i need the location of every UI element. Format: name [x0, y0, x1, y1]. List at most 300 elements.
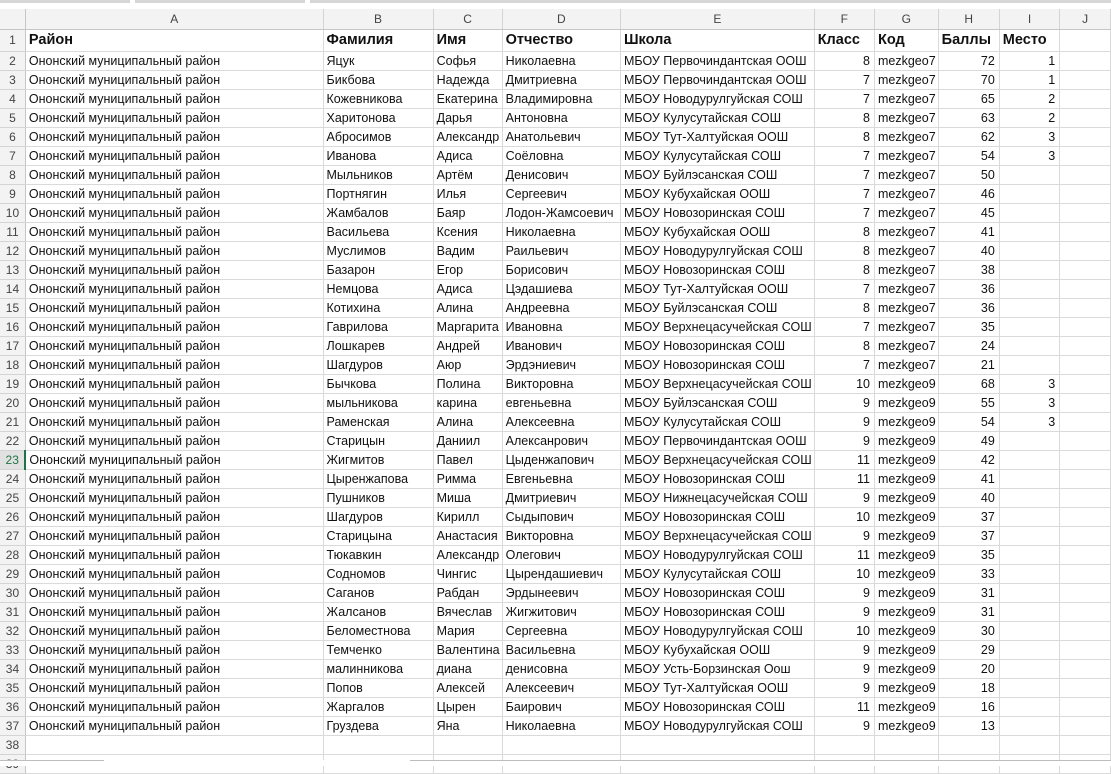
- empty-cell[interactable]: [874, 735, 938, 754]
- cell-score[interactable]: 38: [938, 260, 999, 279]
- cell-place[interactable]: [999, 203, 1059, 222]
- cell-district[interactable]: Ононский муниципальный район: [25, 108, 323, 127]
- row-header[interactable]: 34: [0, 659, 25, 678]
- cell-patronymic[interactable]: Алексеевна: [502, 412, 620, 431]
- cell-patronymic[interactable]: Дмитриевна: [502, 70, 620, 89]
- cell-patronymic[interactable]: Алексеевич: [502, 678, 620, 697]
- cell-patronymic[interactable]: Лодон-Жамсоевич: [502, 203, 620, 222]
- cell-name[interactable]: Миша: [433, 488, 502, 507]
- cell-school[interactable]: МБОУ Верхнецасучейская СОШ: [620, 374, 814, 393]
- cell-district[interactable]: Ононский муниципальный район: [25, 488, 323, 507]
- cell-code[interactable]: mezkgeo9: [874, 545, 938, 564]
- cell-place[interactable]: [999, 260, 1059, 279]
- cell-place[interactable]: [999, 545, 1059, 564]
- empty-cell[interactable]: [1060, 716, 1111, 735]
- cell-school[interactable]: МБОУ Первочиндантская ООШ: [620, 51, 814, 70]
- cell-grade[interactable]: 9: [814, 640, 874, 659]
- cell-district[interactable]: Ононский муниципальный район: [25, 393, 323, 412]
- cell-score[interactable]: 62: [938, 127, 999, 146]
- cell-grade[interactable]: 9: [814, 431, 874, 450]
- cell-score[interactable]: 21: [938, 355, 999, 374]
- cell-code[interactable]: mezkgeo9: [874, 393, 938, 412]
- empty-cell[interactable]: [1060, 564, 1111, 583]
- empty-cell[interactable]: [1060, 374, 1111, 393]
- cell-grade[interactable]: 7: [814, 317, 874, 336]
- cell-score[interactable]: 36: [938, 298, 999, 317]
- cell-grade[interactable]: 8: [814, 127, 874, 146]
- cell-patronymic[interactable]: евгеньевна: [502, 393, 620, 412]
- cell-school[interactable]: МБОУ Первочиндантская ООШ: [620, 431, 814, 450]
- cell-score[interactable]: 37: [938, 526, 999, 545]
- row-header[interactable]: 3: [0, 70, 25, 89]
- row-header[interactable]: 33: [0, 640, 25, 659]
- empty-cell[interactable]: [1060, 697, 1111, 716]
- cell-school[interactable]: МБОУ Новозоринская СОШ: [620, 260, 814, 279]
- cell-surname[interactable]: Старицына: [323, 526, 433, 545]
- cell-place[interactable]: [999, 488, 1059, 507]
- cell-district[interactable]: Ононский муниципальный район: [25, 640, 323, 659]
- cell-school[interactable]: МБОУ Тут-Халтуйская ООШ: [620, 127, 814, 146]
- empty-cell[interactable]: [1060, 431, 1111, 450]
- cell-name[interactable]: карина: [433, 393, 502, 412]
- cell-code[interactable]: mezkgeo9: [874, 507, 938, 526]
- cell-place[interactable]: [999, 564, 1059, 583]
- cell-place[interactable]: 2: [999, 89, 1059, 108]
- cell-surname[interactable]: Цыренжапова: [323, 469, 433, 488]
- empty-cell[interactable]: [1060, 393, 1111, 412]
- cell-grade[interactable]: 7: [814, 89, 874, 108]
- cell-code[interactable]: mezkgeo9: [874, 564, 938, 583]
- cell-grade[interactable]: 9: [814, 716, 874, 735]
- cell-code[interactable]: mezkgeo7: [874, 336, 938, 355]
- cell-place[interactable]: 1: [999, 51, 1059, 70]
- cell-place[interactable]: [999, 716, 1059, 735]
- cell-grade[interactable]: 9: [814, 678, 874, 697]
- cell-score[interactable]: 35: [938, 545, 999, 564]
- cell-score[interactable]: 41: [938, 222, 999, 241]
- cell-score[interactable]: 46: [938, 184, 999, 203]
- cell-school[interactable]: МБОУ Нижнецасучейская СОШ: [620, 488, 814, 507]
- column-header[interactable]: J: [1060, 9, 1111, 29]
- cell-school[interactable]: МБОУ Кулусутайская СОШ: [620, 146, 814, 165]
- cell-patronymic[interactable]: Николаевна: [502, 716, 620, 735]
- cell-code[interactable]: mezkgeo7: [874, 70, 938, 89]
- header-cell-surname[interactable]: Фамилия: [323, 29, 433, 51]
- empty-cell[interactable]: [1060, 241, 1111, 260]
- empty-cell[interactable]: [1060, 260, 1111, 279]
- cell-surname[interactable]: Васильева: [323, 222, 433, 241]
- cell-patronymic[interactable]: Викторовна: [502, 374, 620, 393]
- cell-patronymic[interactable]: Раильевич: [502, 241, 620, 260]
- cell-name[interactable]: Екатерина: [433, 89, 502, 108]
- cell-district[interactable]: Ононский муниципальный район: [25, 412, 323, 431]
- cell-surname[interactable]: Гаврилова: [323, 317, 433, 336]
- cell-patronymic[interactable]: Дмитриевич: [502, 488, 620, 507]
- empty-cell[interactable]: [1060, 507, 1111, 526]
- cell-code[interactable]: mezkgeo7: [874, 317, 938, 336]
- cell-name[interactable]: Вячеслав: [433, 602, 502, 621]
- cell-school[interactable]: МБОУ Новозоринская СОШ: [620, 602, 814, 621]
- row-header[interactable]: 14: [0, 279, 25, 298]
- cell-patronymic[interactable]: Ивановна: [502, 317, 620, 336]
- cell-patronymic[interactable]: Андреевна: [502, 298, 620, 317]
- cell-district[interactable]: Ононский муниципальный район: [25, 697, 323, 716]
- cell-name[interactable]: Римма: [433, 469, 502, 488]
- cell-surname[interactable]: Мыльников: [323, 165, 433, 184]
- cell-grade[interactable]: 7: [814, 70, 874, 89]
- row-header[interactable]: 22: [0, 431, 25, 450]
- cell-surname[interactable]: Груздева: [323, 716, 433, 735]
- cell-place[interactable]: [999, 184, 1059, 203]
- empty-cell[interactable]: [1060, 165, 1111, 184]
- cell-name[interactable]: Адиса: [433, 279, 502, 298]
- cell-district[interactable]: Ононский муниципальный район: [25, 450, 323, 469]
- cell-place[interactable]: 2: [999, 108, 1059, 127]
- cell-grade[interactable]: 10: [814, 564, 874, 583]
- cell-grade[interactable]: 10: [814, 507, 874, 526]
- empty-cell[interactable]: [502, 735, 620, 754]
- cell-name[interactable]: Чингис: [433, 564, 502, 583]
- cell-grade[interactable]: 10: [814, 374, 874, 393]
- cell-patronymic[interactable]: Олегович: [502, 545, 620, 564]
- cell-surname[interactable]: Жалсанов: [323, 602, 433, 621]
- cell-score[interactable]: 18: [938, 678, 999, 697]
- cell-district[interactable]: Ононский муниципальный район: [25, 184, 323, 203]
- empty-cell[interactable]: [1060, 469, 1111, 488]
- cell-place[interactable]: [999, 621, 1059, 640]
- cell-grade[interactable]: 7: [814, 184, 874, 203]
- cell-school[interactable]: МБОУ Буйлэсанская СОШ: [620, 393, 814, 412]
- cell-code[interactable]: mezkgeo9: [874, 469, 938, 488]
- row-header[interactable]: 7: [0, 146, 25, 165]
- empty-cell[interactable]: [1060, 602, 1111, 621]
- cell-surname[interactable]: Бикбова: [323, 70, 433, 89]
- cell-name[interactable]: Валентина: [433, 640, 502, 659]
- cell-grade[interactable]: 11: [814, 450, 874, 469]
- cell-code[interactable]: mezkgeo9: [874, 412, 938, 431]
- cell-school[interactable]: МБОУ Кулусутайская СОШ: [620, 412, 814, 431]
- column-header[interactable]: C: [433, 9, 502, 29]
- spreadsheet-grid[interactable]: [0, 9, 1111, 774]
- cell-surname[interactable]: Темченко: [323, 640, 433, 659]
- empty-cell[interactable]: [1060, 545, 1111, 564]
- cell-code[interactable]: mezkgeo9: [874, 678, 938, 697]
- cell-district[interactable]: Ононский муниципальный район: [25, 545, 323, 564]
- cell-code[interactable]: mezkgeo7: [874, 127, 938, 146]
- row-header[interactable]: 25: [0, 488, 25, 507]
- cell-name[interactable]: Маргарита: [433, 317, 502, 336]
- row-header[interactable]: 15: [0, 298, 25, 317]
- empty-cell[interactable]: [1060, 735, 1111, 754]
- cell-grade[interactable]: 9: [814, 488, 874, 507]
- cell-grade[interactable]: 8: [814, 260, 874, 279]
- empty-cell[interactable]: [1060, 298, 1111, 317]
- cell-district[interactable]: Ононский муниципальный район: [25, 260, 323, 279]
- cell-surname[interactable]: Старицын: [323, 431, 433, 450]
- empty-cell[interactable]: [25, 735, 323, 754]
- cell-name[interactable]: Аюр: [433, 355, 502, 374]
- cell-name[interactable]: Вадим: [433, 241, 502, 260]
- cell-score[interactable]: 54: [938, 412, 999, 431]
- cell-code[interactable]: mezkgeo7: [874, 298, 938, 317]
- row-header[interactable]: 18: [0, 355, 25, 374]
- row-header[interactable]: 11: [0, 222, 25, 241]
- cell-code[interactable]: mezkgeo7: [874, 108, 938, 127]
- cell-patronymic[interactable]: Цырендашиевич: [502, 564, 620, 583]
- empty-cell[interactable]: [1060, 89, 1111, 108]
- cell-school[interactable]: МБОУ Новозоринская СОШ: [620, 336, 814, 355]
- empty-cell[interactable]: [620, 735, 814, 754]
- cell-code[interactable]: mezkgeo9: [874, 640, 938, 659]
- row-header[interactable]: 19: [0, 374, 25, 393]
- cell-code[interactable]: mezkgeo9: [874, 450, 938, 469]
- cell-score[interactable]: 37: [938, 507, 999, 526]
- cell-patronymic[interactable]: Цэдашиева: [502, 279, 620, 298]
- cell-place[interactable]: 1: [999, 70, 1059, 89]
- cell-surname[interactable]: Пушников: [323, 488, 433, 507]
- cell-grade[interactable]: 9: [814, 602, 874, 621]
- empty-cell[interactable]: [814, 735, 874, 754]
- empty-cell[interactable]: [1060, 108, 1111, 127]
- cell-district[interactable]: Ононский муниципальный район: [25, 127, 323, 146]
- cell-name[interactable]: Софья: [433, 51, 502, 70]
- cell-place[interactable]: [999, 241, 1059, 260]
- cell-score[interactable]: 65: [938, 89, 999, 108]
- empty-cell[interactable]: [1060, 450, 1111, 469]
- cell-surname[interactable]: Беломестнова: [323, 621, 433, 640]
- cell-place[interactable]: 3: [999, 412, 1059, 431]
- cell-place[interactable]: [999, 640, 1059, 659]
- cell-school[interactable]: МБОУ Новодурулгуйская СОШ: [620, 89, 814, 108]
- cell-patronymic[interactable]: Жигжитович: [502, 602, 620, 621]
- row-header[interactable]: 13: [0, 260, 25, 279]
- header-cell-place[interactable]: Место: [999, 29, 1059, 51]
- cell-code[interactable]: mezkgeo9: [874, 659, 938, 678]
- row-header[interactable]: 24: [0, 469, 25, 488]
- cell-surname[interactable]: Раменская: [323, 412, 433, 431]
- cell-patronymic[interactable]: Анатольевич: [502, 127, 620, 146]
- cell-district[interactable]: Ононский муниципальный район: [25, 507, 323, 526]
- cell-score[interactable]: 40: [938, 241, 999, 260]
- cell-patronymic[interactable]: денисовна: [502, 659, 620, 678]
- cell-score[interactable]: 50: [938, 165, 999, 184]
- cell-place[interactable]: [999, 279, 1059, 298]
- cell-place[interactable]: [999, 526, 1059, 545]
- empty-cell[interactable]: [1060, 583, 1111, 602]
- cell-score[interactable]: 24: [938, 336, 999, 355]
- row-header[interactable]: 29: [0, 564, 25, 583]
- cell-score[interactable]: 13: [938, 716, 999, 735]
- cell-place[interactable]: [999, 659, 1059, 678]
- cell-grade[interactable]: 7: [814, 165, 874, 184]
- cell-patronymic[interactable]: Эрдэниевич: [502, 355, 620, 374]
- row-header[interactable]: 26: [0, 507, 25, 526]
- empty-cell[interactable]: [1060, 659, 1111, 678]
- column-header[interactable]: F: [814, 9, 874, 29]
- empty-cell[interactable]: [1060, 279, 1111, 298]
- cell-grade[interactable]: 11: [814, 697, 874, 716]
- cell-school[interactable]: МБОУ Новозоринская СОШ: [620, 355, 814, 374]
- cell-name[interactable]: Артём: [433, 165, 502, 184]
- cell-grade[interactable]: 9: [814, 659, 874, 678]
- cell-school[interactable]: МБОУ Верхнецасучейская СОШ: [620, 526, 814, 545]
- cell-grade[interactable]: 7: [814, 203, 874, 222]
- cell-school[interactable]: МБОУ Верхнецасучейская СОШ: [620, 450, 814, 469]
- cell-place[interactable]: [999, 336, 1059, 355]
- row-header[interactable]: 5: [0, 108, 25, 127]
- empty-cell[interactable]: [1060, 621, 1111, 640]
- cell-name[interactable]: Ксения: [433, 222, 502, 241]
- cell-patronymic[interactable]: Денисович: [502, 165, 620, 184]
- cell-name[interactable]: Александр: [433, 127, 502, 146]
- cell-score[interactable]: 29: [938, 640, 999, 659]
- cell-district[interactable]: Ононский муниципальный район: [25, 431, 323, 450]
- cell-grade[interactable]: 8: [814, 222, 874, 241]
- cell-code[interactable]: mezkgeo7: [874, 241, 938, 260]
- cell-score[interactable]: 33: [938, 564, 999, 583]
- cell-school[interactable]: МБОУ Новозоринская СОШ: [620, 697, 814, 716]
- cell-school[interactable]: МБОУ Тут-Халтуйская ООШ: [620, 279, 814, 298]
- cell-patronymic[interactable]: Сыдыпович: [502, 507, 620, 526]
- cell-surname[interactable]: Содномов: [323, 564, 433, 583]
- cell-surname[interactable]: Абросимов: [323, 127, 433, 146]
- cell-name[interactable]: Алина: [433, 298, 502, 317]
- cell-code[interactable]: mezkgeo9: [874, 488, 938, 507]
- cell-surname[interactable]: Яцук: [323, 51, 433, 70]
- cell-surname[interactable]: Портнягин: [323, 184, 433, 203]
- cell-patronymic[interactable]: Иванович: [502, 336, 620, 355]
- cell-code[interactable]: mezkgeo7: [874, 146, 938, 165]
- column-header[interactable]: E: [620, 9, 814, 29]
- cell-name[interactable]: Алина: [433, 412, 502, 431]
- cell-surname[interactable]: Попов: [323, 678, 433, 697]
- row-header[interactable]: 37: [0, 716, 25, 735]
- cell-surname[interactable]: Харитонова: [323, 108, 433, 127]
- cell-patronymic[interactable]: Цыденжапович: [502, 450, 620, 469]
- row-header[interactable]: 8: [0, 165, 25, 184]
- cell-district[interactable]: Ононский муниципальный район: [25, 678, 323, 697]
- header-cell-school[interactable]: Школа: [620, 29, 814, 51]
- cell-district[interactable]: Ононский муниципальный район: [25, 602, 323, 621]
- cell-name[interactable]: Егор: [433, 260, 502, 279]
- row-header[interactable]: 1: [0, 29, 25, 51]
- select-all-corner[interactable]: [0, 9, 25, 29]
- cell-score[interactable]: 72: [938, 51, 999, 70]
- cell-score[interactable]: 20: [938, 659, 999, 678]
- cell-grade[interactable]: 9: [814, 526, 874, 545]
- empty-cell[interactable]: [938, 735, 999, 754]
- cell-code[interactable]: mezkgeo9: [874, 374, 938, 393]
- cell-district[interactable]: Ононский муниципальный район: [25, 716, 323, 735]
- cell-surname[interactable]: Жамбалов: [323, 203, 433, 222]
- row-header[interactable]: 16: [0, 317, 25, 336]
- cell-place[interactable]: [999, 583, 1059, 602]
- cell-place[interactable]: 3: [999, 393, 1059, 412]
- empty-cell[interactable]: [1060, 70, 1111, 89]
- empty-cell[interactable]: [1060, 184, 1111, 203]
- cell-district[interactable]: Ононский муниципальный район: [25, 222, 323, 241]
- cell-name[interactable]: Баяр: [433, 203, 502, 222]
- cell-school[interactable]: МБОУ Новодурулгуйская СОШ: [620, 716, 814, 735]
- row-header[interactable]: 10: [0, 203, 25, 222]
- header-cell-code[interactable]: Код: [874, 29, 938, 51]
- row-header[interactable]: 23: [0, 450, 25, 469]
- cell-place[interactable]: [999, 678, 1059, 697]
- empty-cell[interactable]: [323, 735, 433, 754]
- cell-district[interactable]: Ононский муниципальный район: [25, 355, 323, 374]
- cell-surname[interactable]: Шагдуров: [323, 355, 433, 374]
- cell-name[interactable]: Надежда: [433, 70, 502, 89]
- row-header[interactable]: 20: [0, 393, 25, 412]
- cell-name[interactable]: Павел: [433, 450, 502, 469]
- cell-patronymic[interactable]: Антоновна: [502, 108, 620, 127]
- cell-patronymic[interactable]: Сергеевна: [502, 621, 620, 640]
- empty-cell[interactable]: [1060, 678, 1111, 697]
- cell-code[interactable]: mezkgeo7: [874, 184, 938, 203]
- cell-patronymic[interactable]: Эрдынеевич: [502, 583, 620, 602]
- cell-district[interactable]: Ононский муниципальный район: [25, 583, 323, 602]
- cell-name[interactable]: Кирилл: [433, 507, 502, 526]
- cell-school[interactable]: МБОУ Новозоринская СОШ: [620, 203, 814, 222]
- cell-name[interactable]: Алексей: [433, 678, 502, 697]
- cell-district[interactable]: Ононский муниципальный район: [25, 469, 323, 488]
- cell-place[interactable]: [999, 450, 1059, 469]
- cell-district[interactable]: Ононский муниципальный район: [25, 241, 323, 260]
- empty-cell[interactable]: [1060, 412, 1111, 431]
- row-header[interactable]: 4: [0, 89, 25, 108]
- cell-grade[interactable]: 9: [814, 583, 874, 602]
- cell-school[interactable]: МБОУ Усть-Борзинская Оош: [620, 659, 814, 678]
- cell-school[interactable]: МБОУ Кулусутайская СОШ: [620, 108, 814, 127]
- cell-surname[interactable]: Жаргалов: [323, 697, 433, 716]
- cell-district[interactable]: Ононский муниципальный район: [25, 659, 323, 678]
- cell-school[interactable]: МБОУ Новодурулгуйская СОШ: [620, 545, 814, 564]
- empty-cell[interactable]: [1060, 222, 1111, 241]
- cell-patronymic[interactable]: Николаевна: [502, 222, 620, 241]
- cell-grade[interactable]: 7: [814, 146, 874, 165]
- cell-name[interactable]: Дарья: [433, 108, 502, 127]
- cell-grade[interactable]: 9: [814, 412, 874, 431]
- empty-cell[interactable]: [1060, 146, 1111, 165]
- header-cell-district[interactable]: Район: [25, 29, 323, 51]
- column-header[interactable]: D: [502, 9, 620, 29]
- row-header[interactable]: 36: [0, 697, 25, 716]
- cell-code[interactable]: mezkgeo9: [874, 526, 938, 545]
- cell-district[interactable]: Ононский муниципальный район: [25, 336, 323, 355]
- cell-name[interactable]: Александр: [433, 545, 502, 564]
- cell-score[interactable]: 54: [938, 146, 999, 165]
- cell-surname[interactable]: Иванова: [323, 146, 433, 165]
- cell-district[interactable]: Ононский муниципальный район: [25, 621, 323, 640]
- cell-patronymic[interactable]: Соёловна: [502, 146, 620, 165]
- cell-district[interactable]: Ононский муниципальный район: [25, 374, 323, 393]
- cell-grade[interactable]: 8: [814, 51, 874, 70]
- row-header[interactable]: 27: [0, 526, 25, 545]
- cell-district[interactable]: Ононский муниципальный район: [25, 165, 323, 184]
- cell-name[interactable]: Цырен: [433, 697, 502, 716]
- cell-school[interactable]: МБОУ Новодурулгуйская СОШ: [620, 621, 814, 640]
- cell-code[interactable]: mezkgeo7: [874, 222, 938, 241]
- cell-district[interactable]: Ононский муниципальный район: [25, 317, 323, 336]
- cell-surname[interactable]: Саганов: [323, 583, 433, 602]
- cell-school[interactable]: МБОУ Первочиндантская ООШ: [620, 70, 814, 89]
- row-header[interactable]: 32: [0, 621, 25, 640]
- header-cell-score[interactable]: Баллы: [938, 29, 999, 51]
- row-header[interactable]: 17: [0, 336, 25, 355]
- cell-district[interactable]: Ононский муниципальный район: [25, 203, 323, 222]
- cell-place[interactable]: [999, 602, 1059, 621]
- column-header[interactable]: I: [999, 9, 1059, 29]
